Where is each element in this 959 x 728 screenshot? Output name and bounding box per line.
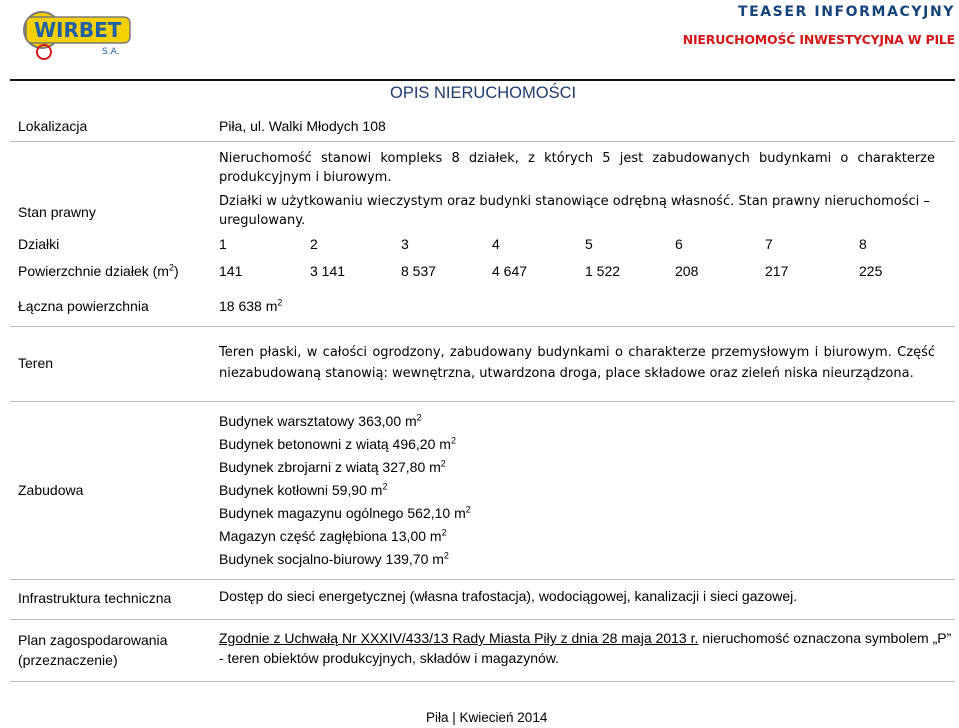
laczna-value: 18 638 $m^2$ <box>219 297 283 314</box>
teaser-subtitle: NIERUCHOMOŚĆ INWESTYCYJNA W PILE <box>682 32 955 47</box>
teren-label: Teren <box>18 355 54 371</box>
building-item: Budynek kotłowni 59,90 $m^2$ <box>219 481 388 498</box>
infrastruktura-value: Dostęp do sieci energetycznej (własna trafostacja), wodociągowej, kanalizacji i sieci gazowej. <box>219 588 798 604</box>
powierzchnie-label: Powierzchnie działek $(m^2)$ <box>18 262 179 279</box>
stan-prawny-line1: Nieruchomość stanowi kompleks 8 działek, z których 5 jest zabudowanych budynkami o charakterze <box>219 151 935 166</box>
wirbet-logo <box>22 4 134 60</box>
plan-label-line2: (przeznaczenie) <box>18 652 118 668</box>
resolution-reference: Zgodnie z Uchwałą Nr XXXIV/433/13 Rady Miasta Piły z dnia 28 maja 2013 r. <box>219 630 699 646</box>
building-item: Budynek socjalno-biurowy 139,70 $m^2$ <box>219 550 449 567</box>
row-divider <box>10 141 955 142</box>
header-titles <box>683 4 955 47</box>
teren-line2: niezabudowaną stanowią: wewnętrzna, utwardzona droga, place składowe oraz zieleń niska nieurządzona. <box>219 366 914 381</box>
dzialka-number: 8 <box>859 236 867 252</box>
stan-prawny-line3: Działki w użytkowaniu wieczystym oraz budynki stanowiące odrębną własność. Stan prawny nieruchomości – <box>219 194 930 209</box>
svg-text:S.A.: S.A. <box>102 47 120 57</box>
dzialka-area: 1 522 <box>585 263 621 279</box>
plan-line2: - teren obiektów produkcyjnych, składów i magazynów. <box>219 650 560 666</box>
dzialka-number: 5 <box>585 236 593 252</box>
dzialka-number: 4 <box>492 236 500 252</box>
lokalizacja-label: Lokalizacja <box>18 118 88 134</box>
stan-prawny-line4: uregulowany. <box>219 213 306 228</box>
infrastruktura-label: Infrastruktura techniczna <box>18 590 172 606</box>
dzialka-area: 208 <box>675 263 699 279</box>
building-item: Budynek zbrojarni z wiatą 327,80 $m^2$ <box>219 458 446 475</box>
row-divider <box>10 326 955 327</box>
plan-label-line1: Plan zagospodarowania <box>18 632 168 648</box>
row-divider <box>10 579 955 580</box>
stan-prawny-label: Stan prawny <box>18 204 96 220</box>
dzialka-number: 3 <box>401 236 409 252</box>
dzialka-number: 2 <box>310 236 318 252</box>
footer: Piła | Kwiecień 2014 <box>426 710 548 725</box>
lokalizacja-value: Piła, ul. Walki Młodych 108 <box>219 118 386 134</box>
dzialka-number: 6 <box>675 236 683 252</box>
building-item: Magazyn część zagłębiona 13,00 $m^2$ <box>219 527 447 544</box>
building-item: Budynek betonowni z wiatą 496,20 $m^2$ <box>219 435 456 452</box>
row-divider <box>10 401 955 402</box>
zabudowa-label: Zabudowa <box>18 482 84 498</box>
row-divider <box>10 619 955 620</box>
laczna-label: Łączna powierzchnia <box>18 298 149 314</box>
teren-line1: Teren płaski, w całości ogrodzony, zabudowany budynkami o charakterze przemysłowym i biurowym. Część <box>219 345 935 360</box>
building-item: Budynek magazynu ogólnego 562,10 $m^2$ <box>219 504 471 521</box>
stan-prawny-line2: produkcyjnym i biurowym. <box>219 170 392 185</box>
dzialka-area: 4 647 <box>492 263 528 279</box>
dzialka-number: 1 <box>219 236 227 252</box>
dzialka-area: 3 141 <box>310 263 346 279</box>
plan-line1: Zgodnie z Uchwałą Nr XXXIV/433/13 Rady Miasta Piły z dnia 28 maja 2013 r. nieruchomość oznaczona symbolem „P” <box>219 630 952 646</box>
dzialka-number: 7 <box>765 236 773 252</box>
dzialka-area: 141 <box>219 263 243 279</box>
section-title: OPIS NIERUCHOMOŚCI <box>390 84 577 102</box>
row-divider <box>10 681 955 682</box>
building-item: Budynek warsztatowy 363,00 $m^2$ <box>219 412 422 429</box>
dzialki-label: Działki <box>18 236 60 252</box>
teaser-title: TEASER INFORMACYJNY <box>737 4 955 20</box>
header-divider <box>10 79 955 81</box>
dzialka-area: 217 <box>765 263 789 279</box>
dzialka-area: 8 537 <box>401 263 437 279</box>
svg-text:WIRBET: WIRBET <box>34 18 122 42</box>
dzialka-area: 225 <box>859 263 883 279</box>
